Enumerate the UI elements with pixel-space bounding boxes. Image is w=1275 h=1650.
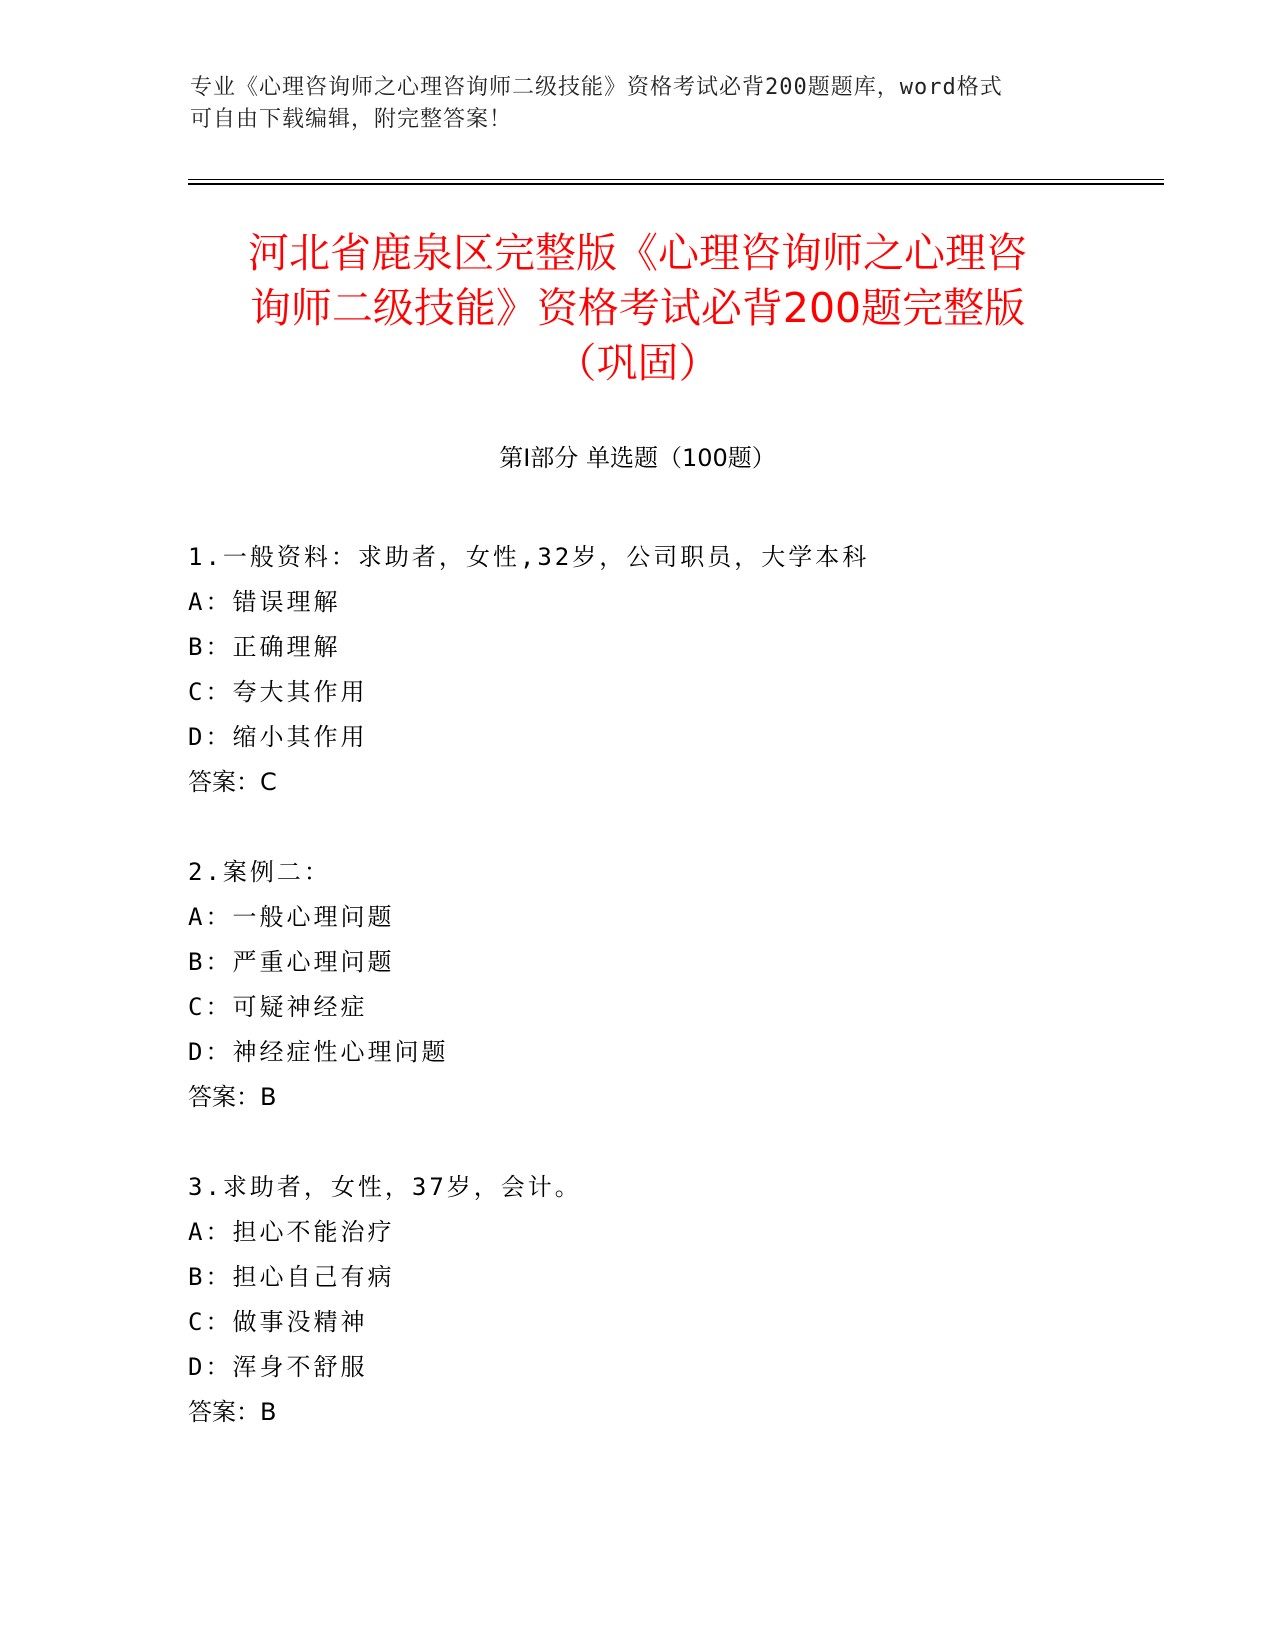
option-b: B：正确理解 (188, 633, 341, 661)
header-note-line: 专业《心理咨询师之心理咨询师二级技能》资格考试必背200题题库，word格式 (190, 75, 1003, 100)
option-d: D：浑身不舒服 (188, 1353, 368, 1381)
question-item (188, 1165, 1088, 1435)
document-title (190, 226, 1085, 391)
document-title-line: 询师二级技能》资格考试必背200题完整版 (249, 284, 1026, 332)
document-title-line: （巩固） (555, 339, 720, 387)
question-item (188, 850, 1088, 1120)
option-b: B：严重心理问题 (188, 948, 395, 976)
question-stem: 2.案例二： (188, 858, 331, 886)
option-a: A：担心不能治疗 (188, 1218, 395, 1246)
section-heading: 第Ⅰ部分 单选题（100题） (499, 444, 776, 472)
answer-key: 答案：B (188, 1083, 277, 1111)
header-divider-thin (188, 179, 1164, 180)
answer-key: 答案：B (188, 1398, 277, 1426)
header-note-line: 可自由下载编辑，附完整答案！ (190, 107, 513, 132)
option-b: B：担心自己有病 (188, 1263, 395, 1291)
option-c: C：做事没精神 (188, 1308, 368, 1336)
document-title-line: 河北省鹿泉区完整版《心理咨询师之心理咨 (248, 229, 1027, 277)
option-a: A：错误理解 (188, 588, 341, 616)
question-stem: 3.求助者，女性，37岁，会计。 (188, 1173, 582, 1201)
option-c: C：夸大其作用 (188, 678, 368, 706)
option-d: D：缩小其作用 (188, 723, 368, 751)
header-note (190, 72, 1070, 136)
question-item (188, 535, 1088, 805)
header-divider-thick (188, 183, 1164, 185)
question-stem: 1.一般资料：求助者，女性,32岁，公司职员，大学本科 (188, 543, 870, 571)
question-list (188, 535, 1088, 1480)
answer-key: 答案：C (188, 768, 277, 796)
option-c: C：可疑神经症 (188, 993, 368, 1021)
option-a: A：一般心理问题 (188, 903, 395, 931)
option-d: D：神经症性心理问题 (188, 1038, 449, 1066)
